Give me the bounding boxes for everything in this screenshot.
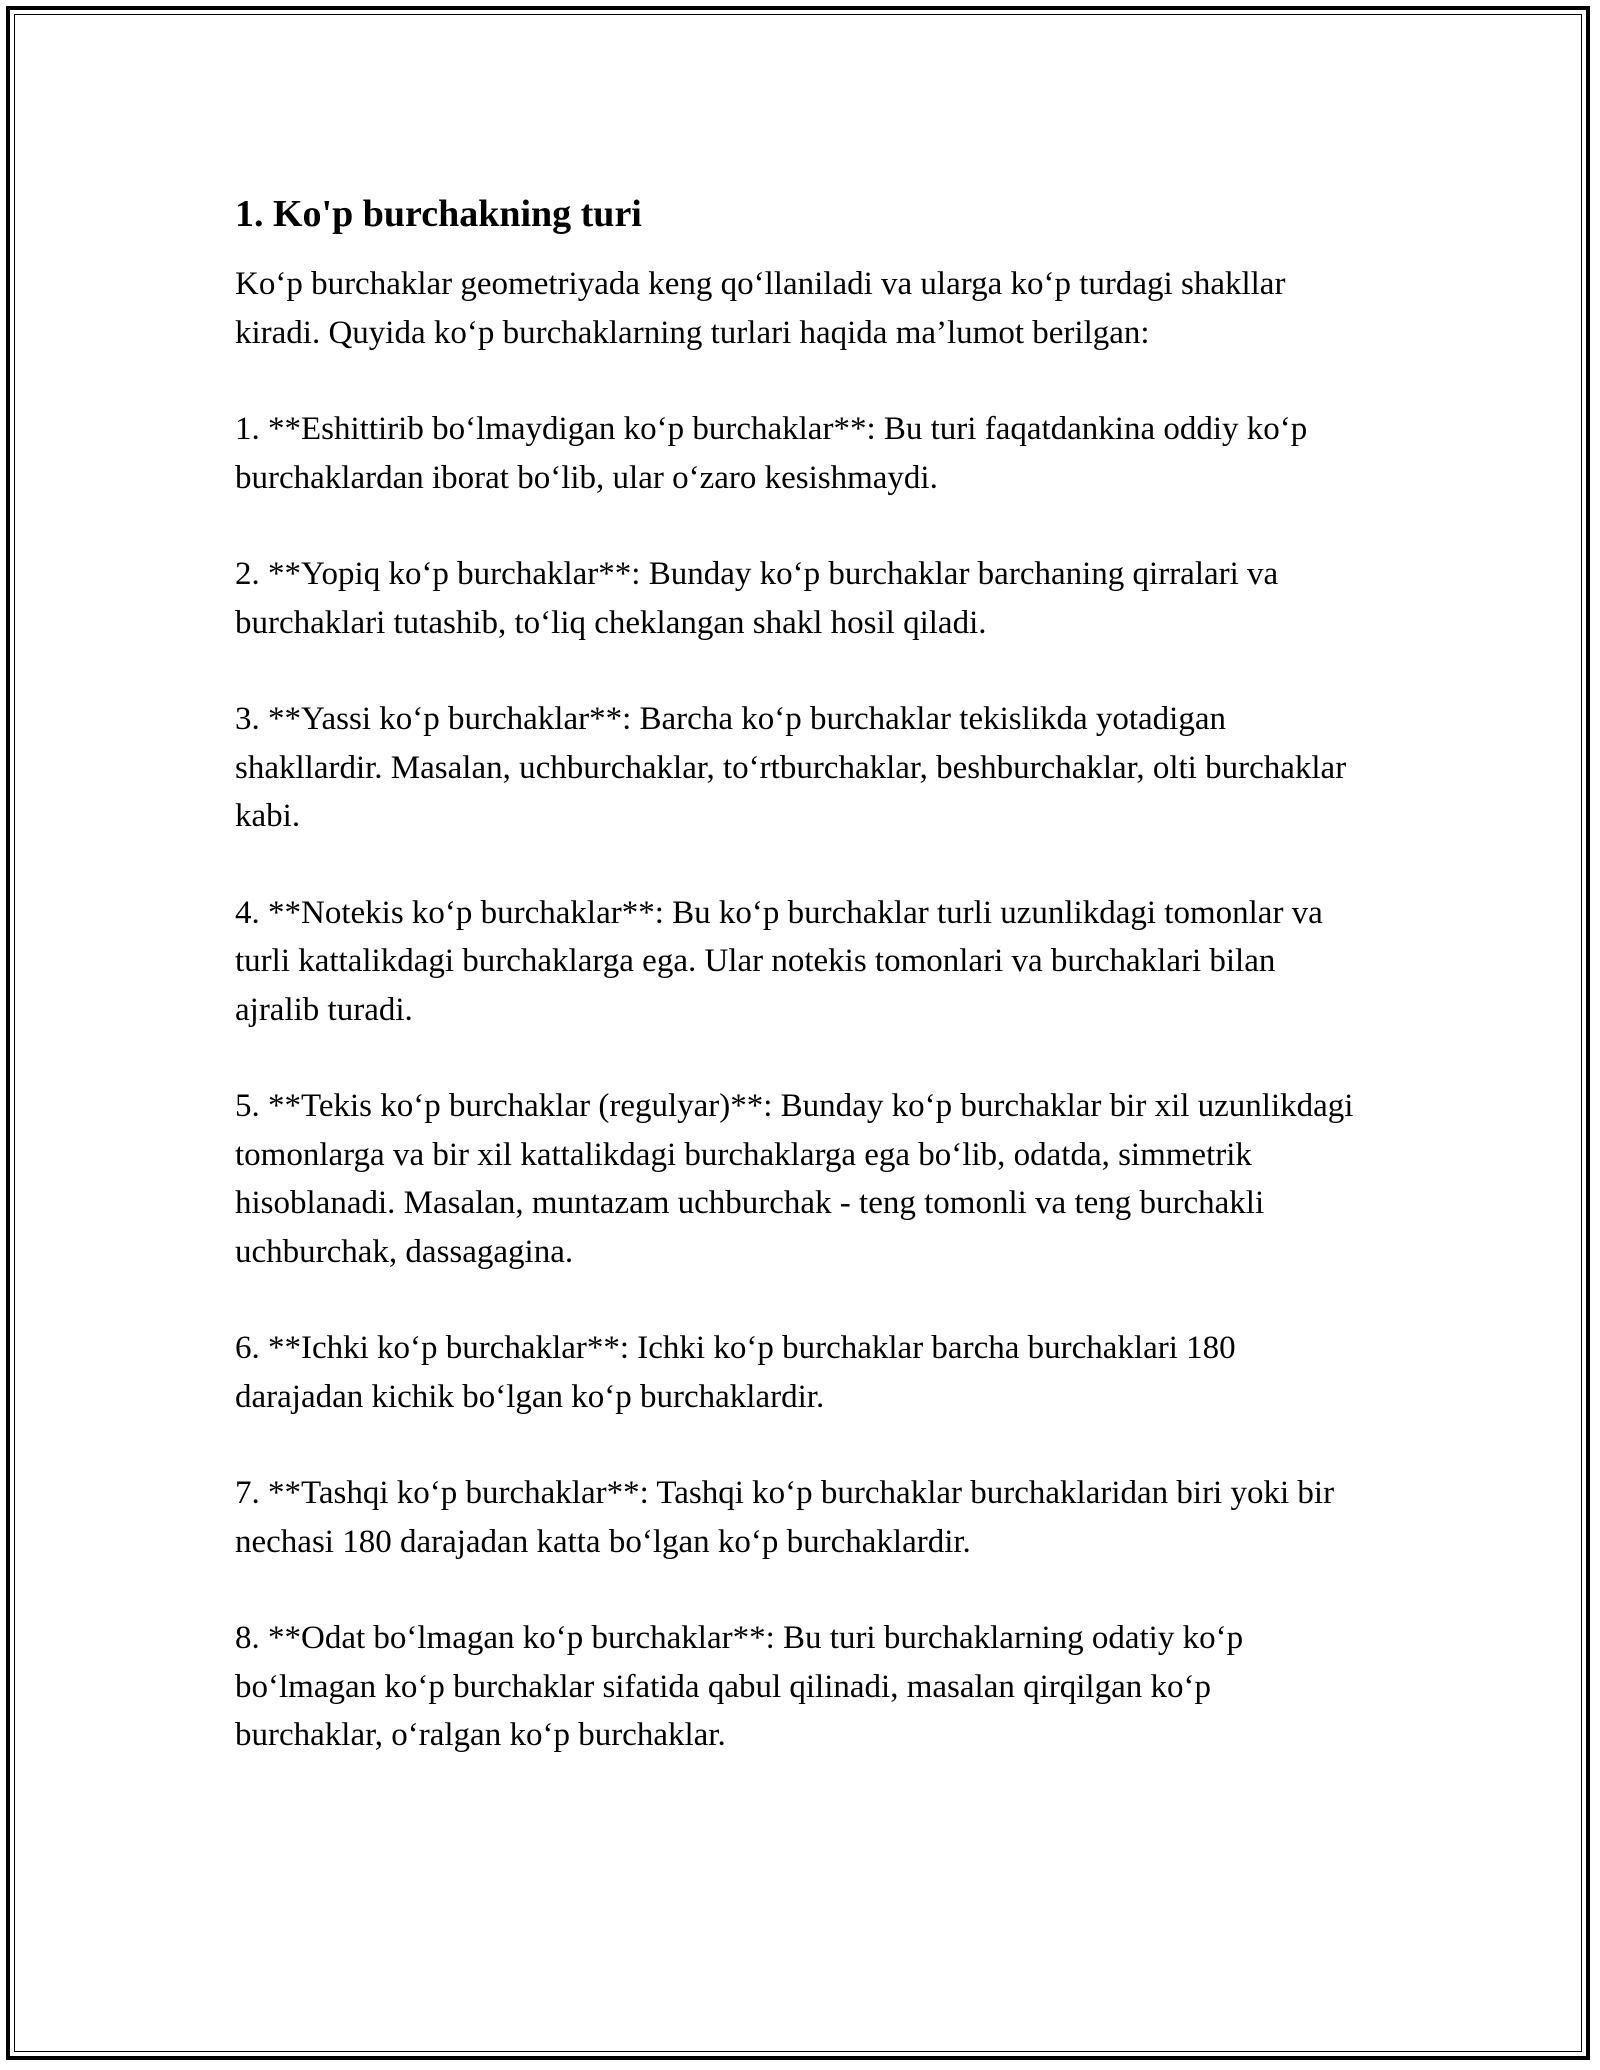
list-item-5: 5. **Tekis ko‘p burchaklar (regulyar)**: Bunday ko‘p burchaklar bir xil uzunlikdagi tomonlarga va bir xil kattalikdagi burchaklarga ega bo‘lib, odatda, simmetrik hisoblanadi. Masalan, muntazam uchburchak - teng tomonli va teng burchakli uchburchak, dassagagina. <box>235 1088 1354 1270</box>
section-heading: 1. Ko'p burchakning turi <box>235 193 642 235</box>
list-item-1: 1. **Eshittirib bo‘lmaydigan ko‘p burchaklar**: Bu turi faqatdankina oddiy ko‘p burchaklardan iborat bo‘lib, ular o‘zaro kesishmaydi. <box>235 411 1308 496</box>
intro-paragraph: Ko‘p burchaklar geometriyada keng qo‘llaniladi va ularga ko‘p turdagi shakllar kiradi. Quyida ko‘p burchaklarning turlari haqida ma’lumot berilgan: <box>235 266 1286 351</box>
document-body <box>235 188 1365 1808</box>
list-item-4: 4. **Notekis ko‘p burchaklar**: Bu ko‘p burchaklar turli uzunlikdagi tomonlar va turli kattalikdagi burchaklarga ega. Ular notekis tomonlari va burchaklari bilan ajralib turadi. <box>235 894 1323 1028</box>
list-item-7: 7. **Tashqi ko‘p burchaklar**: Tashqi ko‘p burchaklar burchaklaridan biri yoki bir nechasi 180 darajadan katta bo‘lgan ko‘p burchaklardir. <box>235 1475 1335 1560</box>
list-item-2: 2. **Yopiq ko‘p burchaklar**: Bunday ko‘p burchaklar barchaning qirralari va burchaklari tutashib, to‘liq cheklangan shakl hosil qiladi. <box>235 556 1279 641</box>
list-item-8: 8. **Odat bo‘lmagan ko‘p burchaklar**: Bu turi burchaklarning odatiy ko‘p bo‘lmagan ko‘p burchaklar sifatida qabul qilinadi, masalan qirqilgan ko‘p burchaklar, o‘ralgan ko‘p burchaklar. <box>235 1620 1244 1753</box>
list-item-6: 6. **Ichki ko‘p burchaklar**: Ichki ko‘p burchaklar barcha burchaklari 180 darajadan kichik bo‘lgan ko‘p burchaklardir. <box>235 1330 1236 1415</box>
list-item-3: 3. **Yassi ko‘p burchaklar**: Barcha ko‘p burchaklar tekislikda yotadigan shakllardir. Masalan, uchburchaklar, to‘rtburchaklar, beshburchaklar, olti burchaklar kabi. <box>235 701 1347 834</box>
